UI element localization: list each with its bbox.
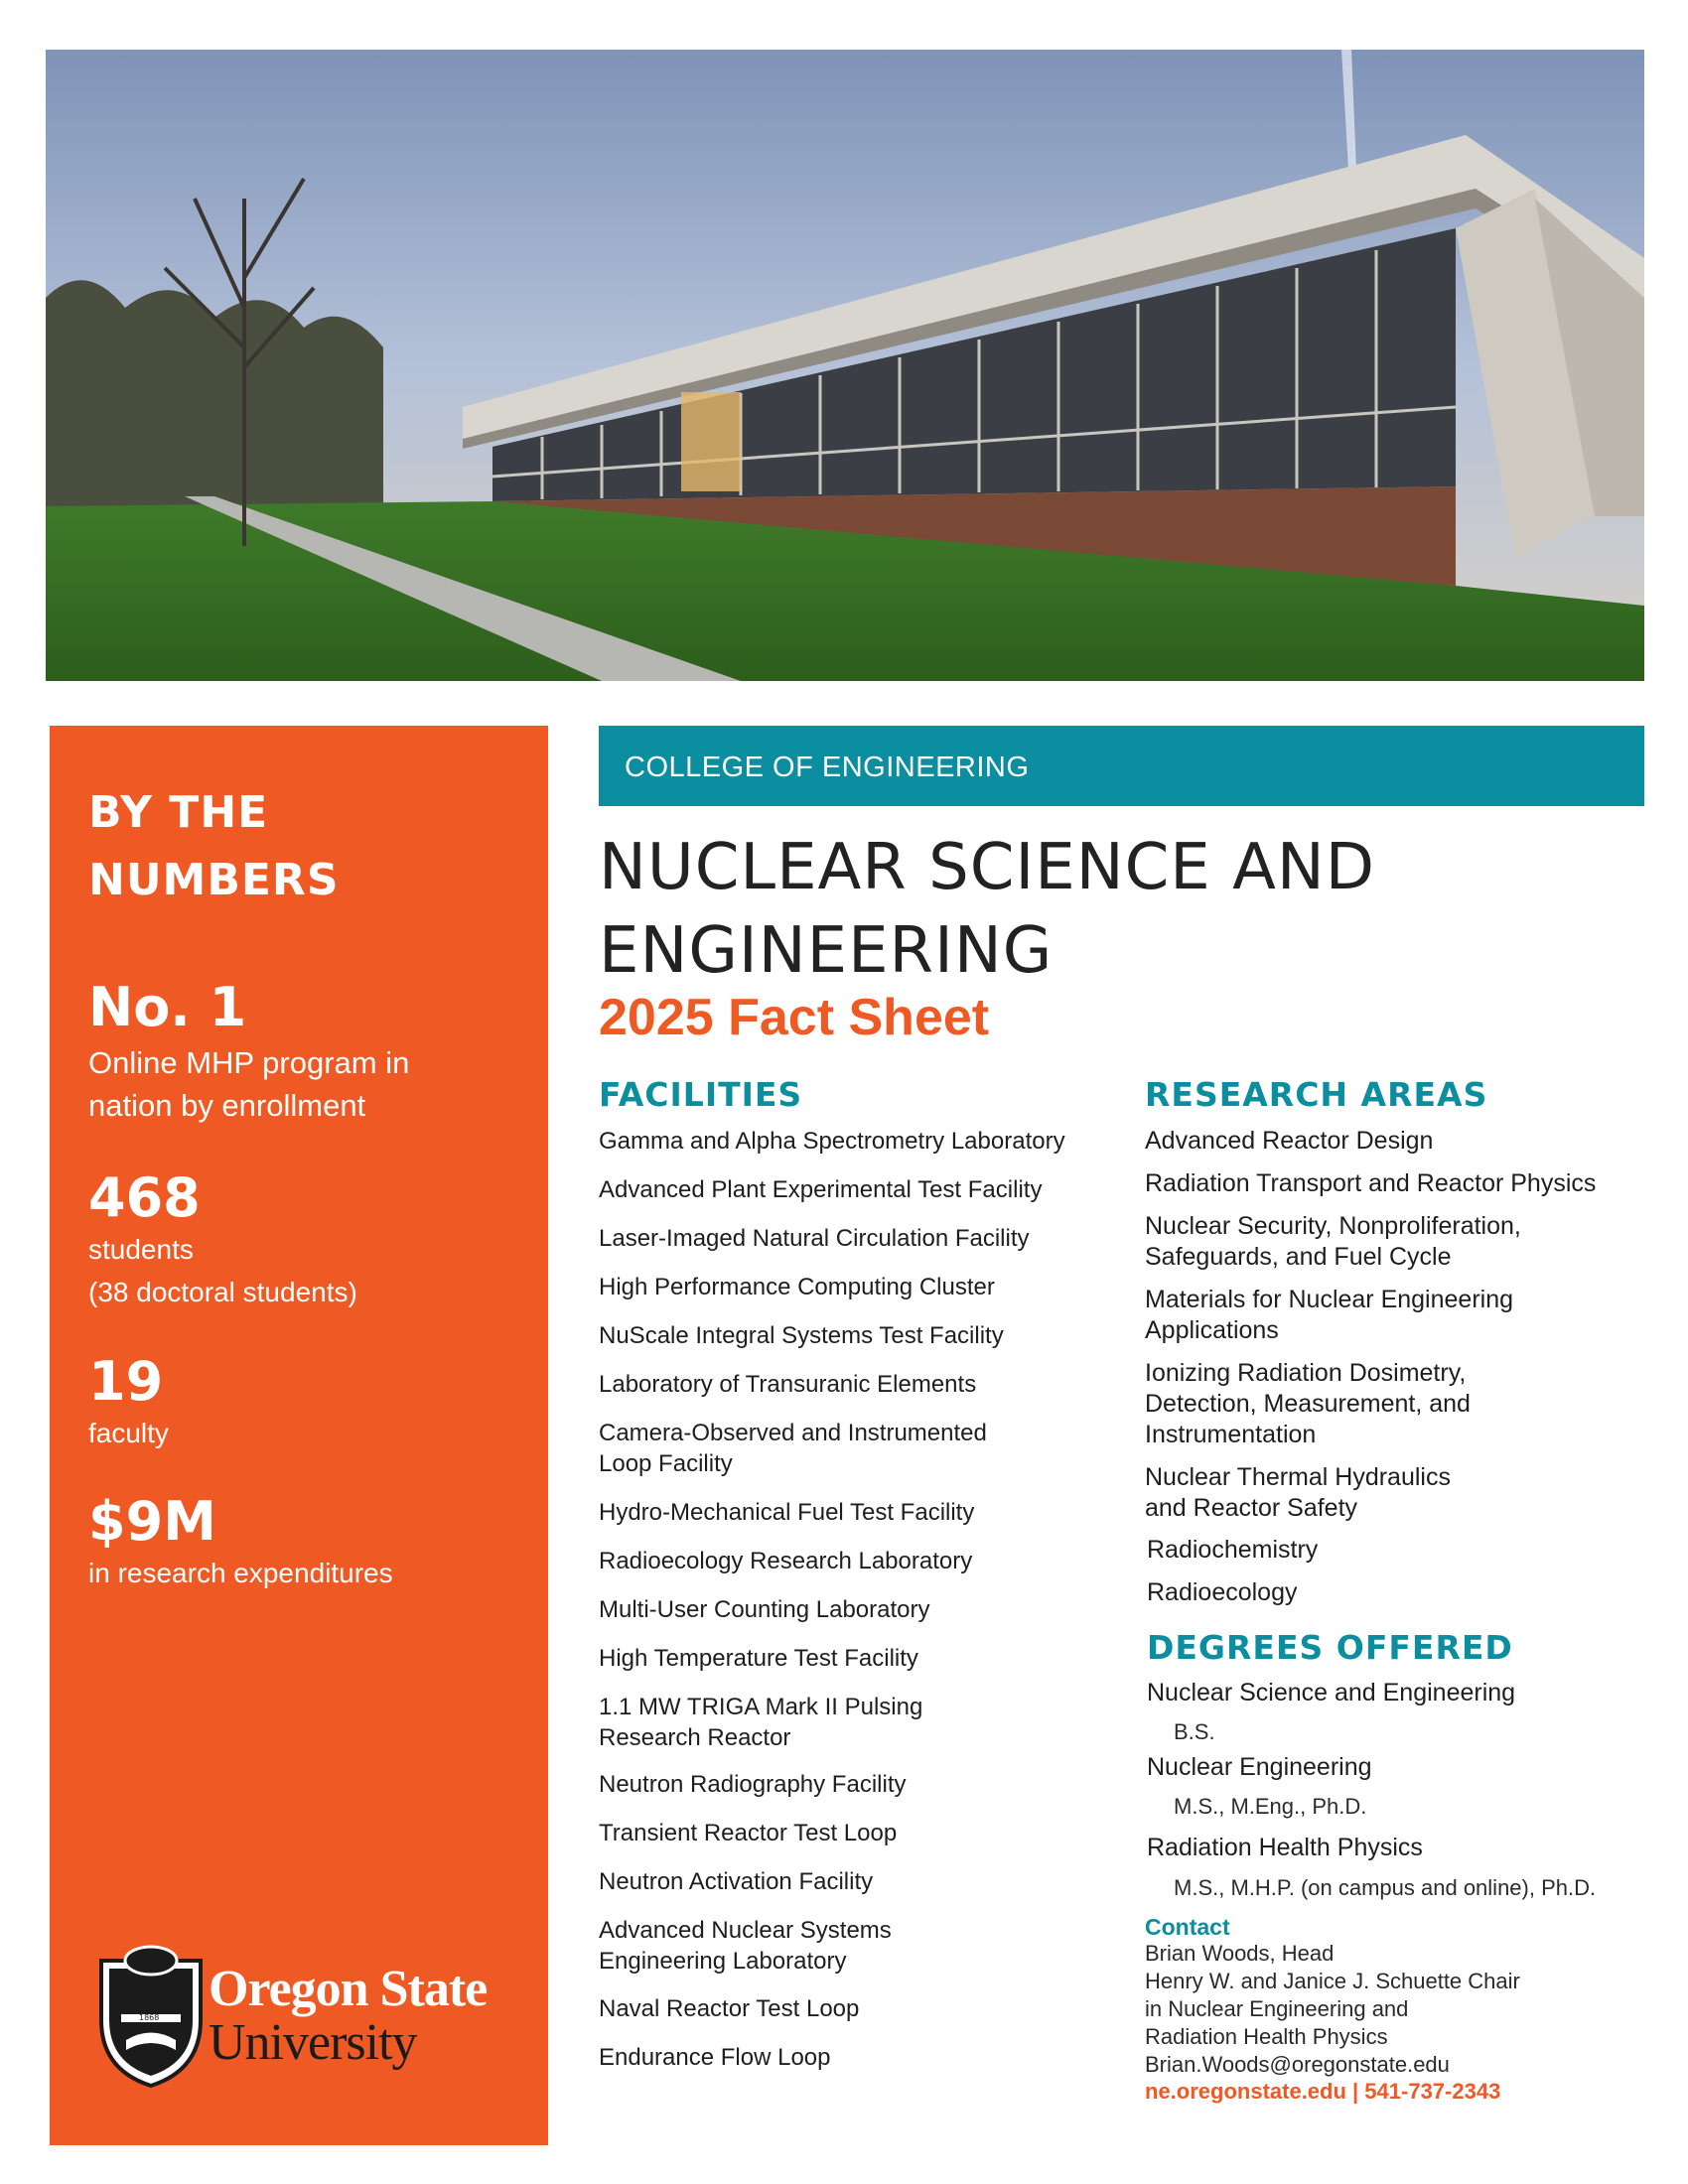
hero-photo-building (46, 50, 1644, 681)
contact-title: in Nuclear Engineering and (1145, 1996, 1409, 2021)
page-title: NUCLEAR SCIENCE AND ENGINEERING (599, 831, 1375, 988)
degree-name: Nuclear Engineering (1147, 1753, 1372, 1781)
facility-item: 1.1 MW TRIGA Mark II Pulsing Research Reactor (599, 1694, 923, 1751)
contact-email-link[interactable]: Brian.Woods@oregonstate.edu (1145, 2052, 1450, 2077)
degrees-heading: DEGREES OFFERED (1147, 1628, 1513, 1667)
osu-logo (91, 1941, 528, 2090)
facility-item: Laser-Imaged Natural Circulation Facility (599, 1225, 1030, 1252)
facility-item: Radioecology Research Laboratory (599, 1548, 973, 1574)
svg-text:1868: 1868 (139, 2013, 160, 2022)
logo-text-oregon-state: Oregon State (209, 1961, 488, 2017)
research-area-item: Ionizing Radiation Dosimetry, Detection, Measurement, and Instrumentation (1145, 1359, 1471, 1448)
degree-name: Nuclear Science and Engineering (1147, 1679, 1516, 1706)
degree-levels: M.S., M.H.P. (on campus and online), Ph.D. (1174, 1875, 1597, 1900)
stat-ranking-desc: Online MHP program in nation by enrollment (88, 1045, 410, 1123)
facility-item: Camera-Observed and Instrumented Loop Facility (599, 1420, 987, 1477)
facility-item: Multi-User Counting Laboratory (599, 1596, 930, 1623)
degree-name: Radiation Health Physics (1147, 1834, 1423, 1861)
contact-name: Brian Woods, Head (1145, 1941, 1335, 1966)
facility-item: Endurance Flow Loop (599, 2044, 831, 2071)
facility-item: Advanced Nuclear Systems Engineering Laboratory (599, 1917, 892, 1975)
facility-item: Gamma and Alpha Spectrometry Laboratory (599, 1128, 1065, 1155)
stat-students-value: 468 (88, 1166, 201, 1229)
research-area-item: Nuclear Thermal Hydraulics and Reactor Safety (1145, 1463, 1451, 1522)
facility-item: Naval Reactor Test Loop (599, 1995, 860, 2022)
facility-item: Transient Reactor Test Loop (599, 1820, 898, 1846)
facilities-heading: FACILITIES (599, 1075, 803, 1114)
facility-item: NuScale Integral Systems Test Facility (599, 1322, 1004, 1349)
stat-students-doctoral: (38 doctoral students) (88, 1277, 357, 1307)
page-subtitle: 2025 Fact Sheet (599, 989, 990, 1046)
research-area-item: Nuclear Security, Nonproliferation, Safeguards, and Fuel Cycle (1145, 1212, 1521, 1271)
research-areas-heading: RESEARCH AREAS (1145, 1075, 1488, 1114)
contact-heading: Contact (1145, 1914, 1230, 1940)
stat-faculty-desc: faculty (88, 1418, 169, 1448)
research-area-item: Advanced Reactor Design (1145, 1127, 1434, 1155)
stat-expenditures-value: $9M (88, 1490, 216, 1553)
logo-text-university: University (209, 2014, 417, 2071)
degree-levels: M.S., M.Eng., Ph.D. (1174, 1794, 1367, 1819)
osu-seal-icon (91, 1941, 211, 2090)
by-the-numbers-panel (50, 726, 548, 2145)
facility-item: Advanced Plant Experimental Test Facility (599, 1176, 1043, 1203)
stat-faculty-value: 19 (88, 1350, 164, 1413)
research-area-item: Materials for Nuclear Engineering Applications (1145, 1286, 1514, 1344)
facility-item: Neutron Radiography Facility (599, 1771, 907, 1798)
facility-item: Neutron Activation Facility (599, 1868, 874, 1895)
facility-item: Hydro-Mechanical Fuel Test Facility (599, 1499, 975, 1526)
research-area-item: Radiation Transport and Reactor Physics (1145, 1169, 1597, 1197)
college-banner (599, 726, 1644, 806)
research-area-item: Radiochemistry (1147, 1536, 1319, 1564)
research-area-item: Radioecology (1147, 1578, 1298, 1606)
college-name: COLLEGE OF ENGINEERING (625, 751, 1030, 783)
stat-expenditures-desc: in research expenditures (88, 1558, 393, 1588)
facility-item: High Temperature Test Facility (599, 1645, 918, 1672)
stat-ranking-value: No. 1 (88, 976, 247, 1038)
contact-title: Radiation Health Physics (1145, 2024, 1388, 2049)
contact-title: Henry W. and Janice J. Schuette Chair (1145, 1969, 1520, 1993)
facility-item: High Performance Computing Cluster (599, 1274, 995, 1300)
by-the-numbers-heading: BY THE NUMBERS (88, 787, 340, 905)
facility-item: Laboratory of Transuranic Elements (599, 1371, 977, 1398)
degree-levels: B.S. (1174, 1719, 1215, 1744)
stat-students-desc: students (88, 1234, 194, 1265)
contact-website-phone-link[interactable]: ne.oregonstate.edu | 541-737-2343 (1145, 2079, 1501, 2104)
